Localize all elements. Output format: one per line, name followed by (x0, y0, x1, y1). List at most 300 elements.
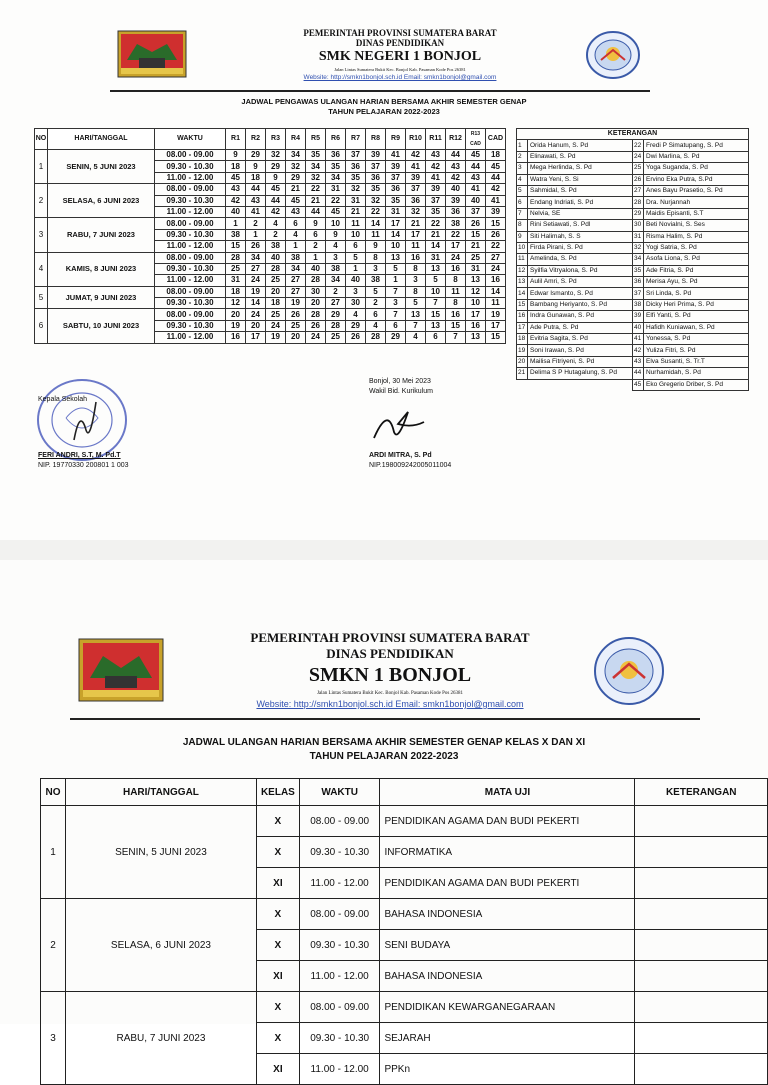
room-proctor: 3 (386, 298, 406, 309)
room-proctor: 29 (386, 332, 406, 343)
room-proctor: 22 (326, 195, 346, 206)
time-slot: 08.00 - 09.00 (155, 309, 226, 320)
column-header: KELAS (256, 779, 299, 806)
room-proctor: 5 (386, 263, 406, 274)
room-proctor: 24 (306, 332, 326, 343)
teacher-number (517, 379, 528, 390)
teacher-number: 27 (633, 185, 644, 196)
vice-principal-nip: NIP.198009242005011004 (369, 462, 452, 469)
room-proctor: 22 (306, 184, 326, 195)
teacher-name: Maidis Episanti, S.T (644, 208, 749, 219)
keterangan-row (517, 185, 749, 196)
room-proctor: 28 (226, 252, 246, 263)
teacher-name: Fredi P Simatupang, S. Pd (644, 140, 749, 151)
column-header: CAD (486, 129, 506, 150)
room-proctor: 4 (286, 229, 306, 240)
column-header: R8 (366, 129, 386, 150)
subject: INFORMATIKA (380, 837, 635, 868)
day-number: 6 (35, 309, 48, 343)
schedule-year: TAHUN PELAJARAN 2022-2023 (328, 107, 440, 116)
teacher-name: Yoga Suganda, S. Pd (644, 163, 749, 174)
time-slot: 09.30 - 10.30 (299, 837, 380, 868)
room-proctor: 38 (446, 218, 466, 229)
room-proctor: 25 (286, 320, 306, 331)
teacher-name: Firda Pirani, S. Pd (528, 242, 633, 253)
time-slot: 09.30 - 10.30 (155, 195, 226, 206)
time-slot: 09.30 - 10.30 (155, 298, 226, 309)
room-proctor: 6 (366, 309, 386, 320)
time-slot: 11.00 - 12.00 (155, 172, 226, 183)
column-header: R13 CAD (466, 129, 486, 150)
room-proctor: 42 (226, 195, 246, 206)
column-header: WAKTU (299, 779, 380, 806)
room-proctor: 2 (246, 218, 266, 229)
website-email[interactable]: Website: http://smkn1bonjol.sch.id Email: smkn1bonjol@gmail.com (256, 699, 524, 709)
teacher-number: 34 (633, 254, 644, 265)
room-proctor: 6 (426, 332, 446, 343)
room-proctor: 30 (306, 286, 326, 297)
header-rule (110, 90, 650, 92)
time-slot: 08.00 - 09.00 (155, 150, 226, 161)
teacher-name: Eko Gregerio Driber, S. Pd (644, 379, 749, 390)
room-proctor: 9 (326, 229, 346, 240)
room-proctor: 11 (406, 241, 426, 252)
room-proctor: 41 (406, 161, 426, 172)
room-proctor: 34 (286, 263, 306, 274)
west-sumatra-emblem-icon (78, 638, 164, 702)
room-proctor: 27 (286, 275, 306, 286)
room-proctor: 26 (486, 229, 506, 240)
day-number: 2 (35, 184, 48, 218)
principal-nip: NIP. 19770330 200801 1 003 (38, 462, 129, 469)
room-proctor: 44 (486, 172, 506, 183)
room-proctor: 9 (306, 218, 326, 229)
room-proctor: 27 (326, 298, 346, 309)
column-header: R7 (346, 129, 366, 150)
room-proctor: 31 (346, 195, 366, 206)
teacher-name: Hafidh Kuniawan, S. Pd (644, 322, 749, 333)
teacher-name: Nelvia, SE (528, 208, 633, 219)
teacher-number: 36 (633, 277, 644, 288)
keterangan-row (517, 220, 749, 231)
teacher-number: 9 (517, 231, 528, 242)
keterangan-cell (635, 868, 768, 899)
room-proctor: 32 (366, 195, 386, 206)
room-proctor: 21 (466, 241, 486, 252)
room-proctor: 13 (386, 252, 406, 263)
keterangan-row (517, 334, 749, 345)
keterangan-row (517, 299, 749, 310)
room-proctor: 40 (266, 252, 286, 263)
room-proctor: 13 (466, 332, 486, 343)
room-proctor: 6 (286, 218, 306, 229)
room-proctor: 27 (486, 252, 506, 263)
room-proctor: 34 (286, 150, 306, 161)
teacher-name: Ervino Eka Putra, S.Pd (644, 174, 749, 185)
school-name: SMKN 1 BONJOL (308, 664, 472, 686)
teacher-name: Indra Gunawan, S. Pd (528, 311, 633, 322)
teacher-number: 18 (517, 334, 528, 345)
room-proctor: 38 (226, 229, 246, 240)
column-header: R3 (266, 129, 286, 150)
day-number: 3 (35, 218, 48, 252)
teacher-number: 44 (633, 368, 644, 379)
room-proctor: 38 (366, 275, 386, 286)
room-proctor: 28 (306, 275, 326, 286)
teacher-number: 25 (633, 163, 644, 174)
keterangan-cell (635, 1054, 768, 1085)
room-proctor: 41 (466, 184, 486, 195)
day-date: SENIN, 5 JUNI 2023 (48, 150, 155, 184)
keterangan-row (517, 242, 749, 253)
teacher-name: Elfi Yanti, S. Pd (644, 311, 749, 322)
document-page-2 (0, 560, 768, 1075)
school-name: SMK NEGERI 1 BONJOL (318, 49, 482, 64)
room-proctor: 14 (486, 286, 506, 297)
room-proctor: 43 (466, 172, 486, 183)
vice-principal-title: Wakil Bid. Kurikulum (369, 388, 433, 395)
teacher-name: Yogi Satria, S. Pd (644, 242, 749, 253)
time-slot: 09.30 - 10.30 (299, 1023, 380, 1054)
room-proctor: 19 (286, 298, 306, 309)
subject: SENI BUDAYA (380, 930, 635, 961)
time-slot: 09.30 - 10.30 (299, 930, 380, 961)
school-address: Jalan Lintas Sumatera Bukit Kec. Bonjol Kab. Pasaman Kode Pos 26381 (316, 691, 464, 696)
teacher-number: 14 (517, 288, 528, 299)
teacher-number: 8 (517, 220, 528, 231)
class-level: XI (256, 868, 299, 899)
column-header: NO (35, 129, 48, 150)
column-header: R9 (386, 129, 406, 150)
keterangan-cell (635, 899, 768, 930)
room-proctor: 31 (326, 184, 346, 195)
teacher-name (528, 379, 633, 390)
room-proctor: 41 (386, 150, 406, 161)
room-proctor: 37 (386, 172, 406, 183)
room-proctor: 39 (406, 172, 426, 183)
day-date: RABU, 7 JUNI 2023 (65, 992, 256, 1085)
room-proctor: 13 (466, 275, 486, 286)
room-proctor: 32 (306, 172, 326, 183)
room-proctor: 45 (486, 161, 506, 172)
room-proctor: 11 (346, 218, 366, 229)
exam-schedule-table (40, 778, 768, 1085)
teacher-number: 21 (517, 368, 528, 379)
column-header: R4 (286, 129, 306, 150)
time-slot: 09.30 - 10.30 (155, 320, 226, 331)
teacher-number: 5 (517, 185, 528, 196)
signature-icon (368, 402, 428, 446)
room-proctor: 4 (406, 332, 426, 343)
header-rule (70, 718, 700, 720)
teacher-number: 24 (633, 151, 644, 162)
teacher-name: Soni Irawan, S. Pd (528, 345, 633, 356)
room-proctor: 18 (266, 298, 286, 309)
room-proctor: 9 (366, 241, 386, 252)
header-row (35, 129, 506, 150)
room-proctor: 14 (246, 298, 266, 309)
day-date: RABU, 7 JUNI 2023 (48, 218, 155, 252)
room-proctor: 9 (226, 150, 246, 161)
room-proctor: 35 (326, 161, 346, 172)
vice-principal-name: ARDI MITRA, S. Pd (369, 452, 432, 459)
room-proctor: 39 (366, 150, 386, 161)
teacher-name: Mailisa Fitriyeni, S. Pd (528, 356, 633, 367)
room-proctor: 31 (226, 275, 246, 286)
teacher-name: Bambang Heriyanto, S. Pd (528, 299, 633, 310)
teacher-number: 22 (633, 140, 644, 151)
table-row (35, 218, 506, 229)
room-proctor: 17 (446, 241, 466, 252)
room-proctor: 20 (226, 309, 246, 320)
room-proctor: 24 (266, 320, 286, 331)
room-proctor: 1 (386, 275, 406, 286)
room-proctor: 7 (446, 332, 466, 343)
room-proctor: 34 (326, 172, 346, 183)
class-level: X (256, 930, 299, 961)
room-proctor: 45 (286, 195, 306, 206)
room-proctor: 25 (226, 263, 246, 274)
room-proctor: 14 (426, 241, 446, 252)
teacher-number: 6 (517, 197, 528, 208)
subject: BAHASA INDONESIA (380, 961, 635, 992)
teacher-number: 4 (517, 174, 528, 185)
keterangan-row (517, 345, 749, 356)
column-header: R12 (446, 129, 466, 150)
room-proctor: 2 (366, 298, 386, 309)
room-proctor: 35 (306, 150, 326, 161)
day-number: 4 (35, 252, 48, 286)
keterangan-row (517, 311, 749, 322)
teacher-name: Sahmidal, S. Pd (528, 185, 633, 196)
day-date: JUMAT, 9 JUNI 2023 (48, 286, 155, 309)
room-proctor: 25 (466, 252, 486, 263)
room-proctor: 5 (346, 252, 366, 263)
room-proctor: 4 (326, 241, 346, 252)
header-line-1: PEMERINTAH PROVINSI SUMATERA BARAT (250, 630, 530, 645)
room-proctor: 2 (326, 286, 346, 297)
room-proctor: 24 (246, 275, 266, 286)
room-proctor: 18 (246, 172, 266, 183)
time-slot: 08.00 - 09.00 (155, 286, 226, 297)
room-proctor: 2 (266, 229, 286, 240)
column-header: MATA UJI (380, 779, 635, 806)
table-row (35, 309, 506, 320)
room-proctor: 36 (346, 161, 366, 172)
room-proctor: 17 (246, 332, 266, 343)
class-level: X (256, 837, 299, 868)
room-proctor: 40 (346, 275, 366, 286)
room-proctor: 44 (466, 161, 486, 172)
room-proctor: 7 (426, 298, 446, 309)
teacher-name: Yonessa, S. Pd (644, 334, 749, 345)
room-proctor: 13 (426, 320, 446, 331)
teacher-number: 11 (517, 254, 528, 265)
room-proctor: 40 (466, 195, 486, 206)
room-proctor: 7 (406, 320, 426, 331)
room-proctor: 37 (406, 184, 426, 195)
column-header: HARI/TANGGAL (65, 779, 256, 806)
teacher-name: Orida Hanum, S. Pd (528, 140, 633, 151)
document-page-1 (0, 0, 768, 540)
room-proctor: 22 (486, 241, 506, 252)
column-header: R2 (246, 129, 266, 150)
keterangan-cell (635, 930, 768, 961)
teacher-name: Watra Yeni, S. Si (528, 174, 633, 185)
teacher-number: 40 (633, 322, 644, 333)
room-proctor: 8 (406, 263, 426, 274)
day-date: SENIN, 5 JUNI 2023 (65, 806, 256, 899)
teacher-number: 13 (517, 277, 528, 288)
room-proctor: 43 (246, 195, 266, 206)
room-proctor: 35 (366, 184, 386, 195)
teacher-name: Sri Linda, S. Pd (644, 288, 749, 299)
teacher-name: Siti Halimah, S. S (528, 231, 633, 242)
room-proctor: 39 (426, 184, 446, 195)
teacher-name: Mega Herlinda, S. Pd (528, 163, 633, 174)
day-number: 5 (35, 286, 48, 309)
room-proctor: 22 (366, 206, 386, 217)
room-proctor: 12 (226, 298, 246, 309)
keterangan-row (517, 356, 749, 367)
room-proctor: 43 (286, 206, 306, 217)
room-proctor: 1 (246, 229, 266, 240)
header-line-2: DINAS PENDIDIKAN (355, 38, 445, 48)
room-proctor: 42 (266, 206, 286, 217)
teacher-name: Aulil Amri, S. Pd (528, 277, 633, 288)
teacher-number: 2 (517, 151, 528, 162)
room-proctor: 14 (366, 218, 386, 229)
teacher-number: 30 (633, 220, 644, 231)
teacher-number: 39 (633, 311, 644, 322)
room-proctor: 16 (486, 275, 506, 286)
teacher-number: 15 (517, 299, 528, 310)
room-proctor: 43 (226, 184, 246, 195)
teacher-number: 7 (517, 208, 528, 219)
room-proctor: 9 (246, 161, 266, 172)
principal-name: FERI ANDRI, S.T, M. Pd.T (38, 452, 121, 459)
room-proctor: 16 (446, 263, 466, 274)
room-proctor: 18 (486, 150, 506, 161)
time-slot: 11.00 - 12.00 (299, 961, 380, 992)
room-proctor: 28 (366, 332, 386, 343)
room-proctor: 16 (226, 332, 246, 343)
header-line-1: PEMERINTAH PROVINSI SUMATERA BARAT (303, 28, 497, 38)
subject: PENDIDIKAN AGAMA DAN BUDI PEKERTI (380, 806, 635, 837)
time-slot: 11.00 - 12.00 (155, 241, 226, 252)
room-proctor: 26 (286, 309, 306, 320)
room-proctor: 21 (346, 206, 366, 217)
keterangan-cell (635, 961, 768, 992)
room-proctor: 16 (406, 252, 426, 263)
room-proctor: 4 (346, 309, 366, 320)
room-proctor: 35 (426, 206, 446, 217)
teacher-name: Risma Halim, S. Pd (644, 231, 749, 242)
room-proctor: 4 (366, 320, 386, 331)
room-proctor: 2 (306, 241, 326, 252)
room-proctor: 28 (266, 263, 286, 274)
room-proctor: 21 (286, 184, 306, 195)
room-proctor: 36 (406, 195, 426, 206)
room-proctor: 34 (246, 252, 266, 263)
room-proctor: 3 (366, 263, 386, 274)
table-row (35, 150, 506, 161)
keterangan-row (517, 379, 749, 390)
table-row (41, 992, 768, 1023)
room-proctor: 5 (366, 286, 386, 297)
keterangan-cell (635, 837, 768, 868)
room-proctor: 9 (266, 172, 286, 183)
keterangan-row (517, 140, 749, 151)
room-proctor: 8 (446, 298, 466, 309)
room-proctor: 21 (426, 229, 446, 240)
keterangan-row (517, 254, 749, 265)
room-proctor: 26 (346, 332, 366, 343)
room-proctor: 29 (246, 150, 266, 161)
subject: PENDIDIKAN AGAMA DAN BUDI PEKERTI (380, 868, 635, 899)
teacher-name: Anes Bayu Prasetio, S. Pd (644, 185, 749, 196)
table-row (41, 899, 768, 930)
class-level: X (256, 806, 299, 837)
room-proctor: 39 (386, 161, 406, 172)
room-proctor: 19 (266, 332, 286, 343)
room-proctor: 5 (406, 298, 426, 309)
room-proctor: 41 (486, 195, 506, 206)
room-proctor: 25 (266, 309, 286, 320)
website-email[interactable]: Website: http://smkn1bonjol.sch.id Email: smkn1bonjol@gmail.com (303, 74, 497, 81)
keterangan-row (517, 174, 749, 185)
day-date: SELASA, 6 JUNI 2023 (65, 899, 256, 992)
room-proctor: 19 (246, 286, 266, 297)
place-date: Bonjol, 30 Mei 2023 (369, 378, 431, 385)
day-number: 1 (41, 806, 66, 899)
day-number: 1 (35, 150, 48, 184)
room-proctor: 28 (306, 309, 326, 320)
teacher-name: Edwar Ismanto, S. Pd (528, 288, 633, 299)
room-proctor: 42 (446, 172, 466, 183)
subject: PPKn (380, 1054, 635, 1085)
teacher-number: 43 (633, 356, 644, 367)
keterangan-header: KETERANGAN (517, 129, 749, 140)
teacher-name: Rini Setiawati, S. Pdl (528, 220, 633, 231)
teacher-number: 41 (633, 334, 644, 345)
room-proctor: 17 (406, 229, 426, 240)
column-header: R11 (426, 129, 446, 150)
room-proctor: 15 (226, 241, 246, 252)
room-proctor: 42 (426, 161, 446, 172)
room-proctor: 25 (326, 332, 346, 343)
keterangan-row (517, 288, 749, 299)
room-proctor: 12 (466, 286, 486, 297)
room-proctor: 37 (466, 206, 486, 217)
room-proctor: 6 (306, 229, 326, 240)
keterangan-row (517, 265, 749, 276)
room-proctor: 3 (406, 275, 426, 286)
room-proctor: 21 (306, 195, 326, 206)
room-proctor: 18 (226, 161, 246, 172)
room-proctor: 38 (266, 241, 286, 252)
room-proctor: 38 (326, 263, 346, 274)
room-proctor: 24 (246, 309, 266, 320)
subject: BAHASA INDONESIA (380, 899, 635, 930)
room-proctor: 37 (426, 195, 446, 206)
teacher-name: Elinawati, S. Pd (528, 151, 633, 162)
keterangan-row (517, 151, 749, 162)
room-proctor: 15 (486, 332, 506, 343)
proctor-schedule-table (34, 128, 506, 344)
teacher-number: 16 (517, 311, 528, 322)
room-proctor: 15 (426, 309, 446, 320)
